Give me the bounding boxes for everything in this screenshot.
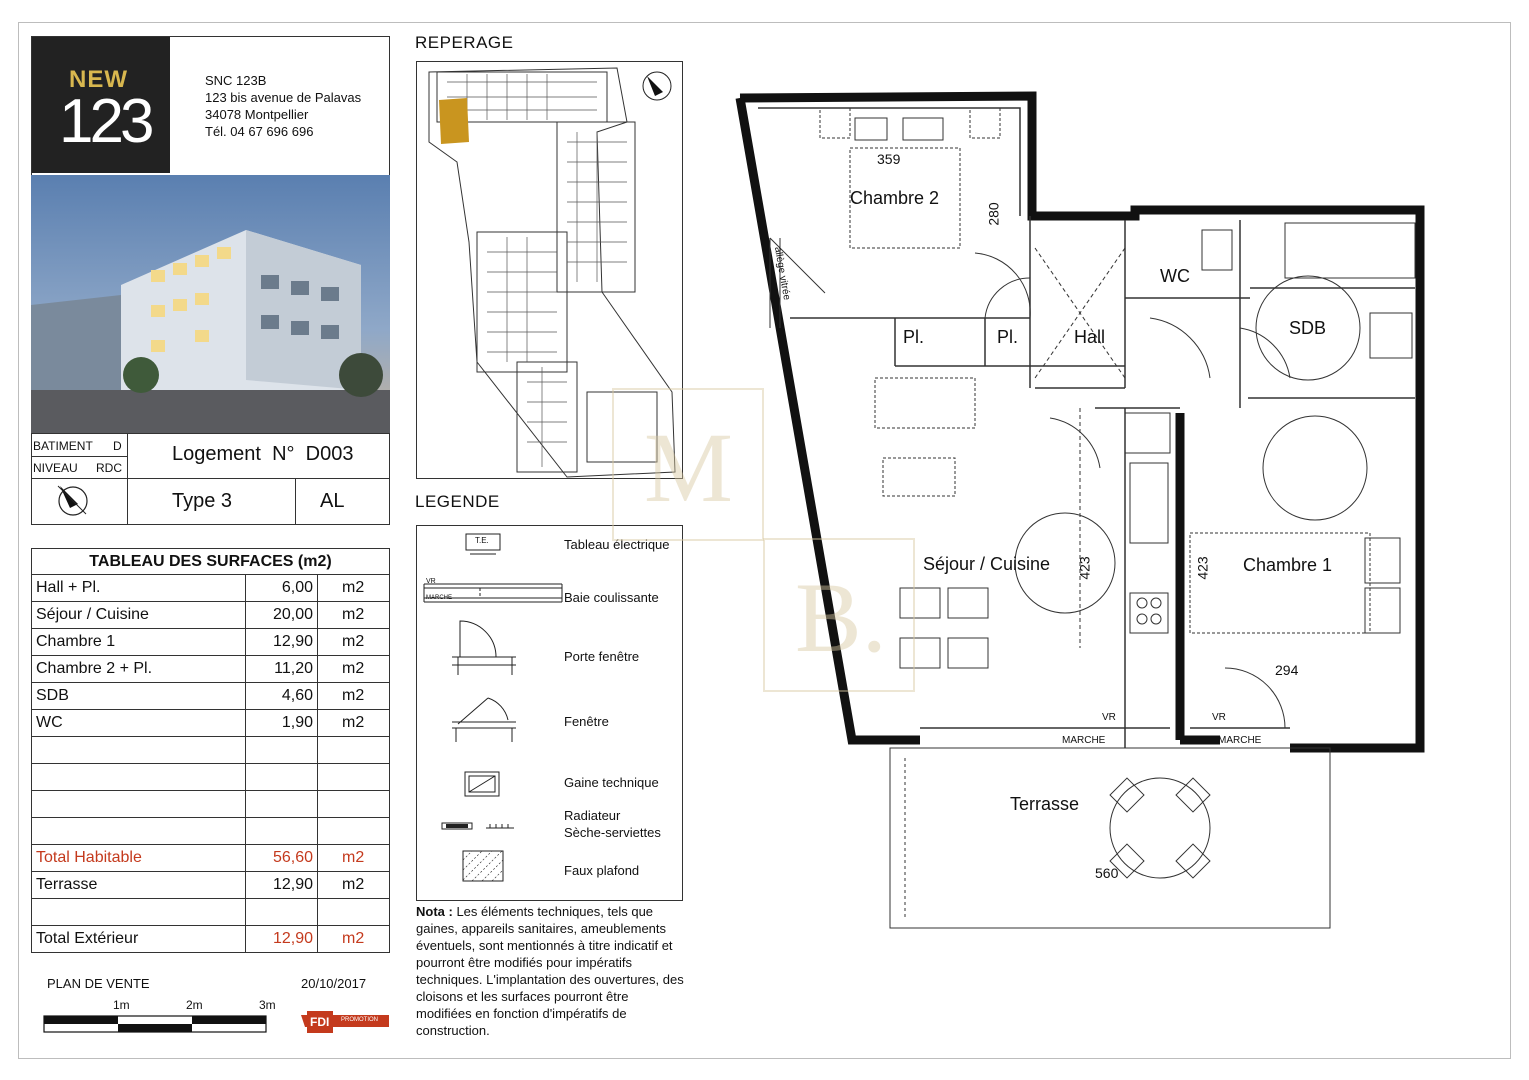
dim-280: 280	[985, 202, 1002, 226]
room-hall: Hall	[1074, 327, 1106, 347]
nota-body: Les éléments techniques, tels que gaines, appareils sanitaires, ameublements éventuels, sont mentionnés à titre indicatif et pourront être modifiés pour impératifs techniques. L'implantation des ouvertures, des cloisons et les surfaces pourront être modifiées en fonction d'impératifs de construction.	[416, 904, 684, 1038]
total-exterieur-value: 12,90	[246, 926, 318, 953]
terrasse-value: 12,90	[246, 872, 318, 899]
row-unit: m2	[318, 656, 390, 683]
scale-bar	[43, 1015, 268, 1040]
table-row	[32, 791, 390, 818]
watermark-m: M	[644, 412, 733, 523]
dim-423-sejour: 423	[1076, 556, 1093, 580]
building-rendering	[31, 175, 390, 433]
row-value: 1,90	[246, 710, 318, 737]
row-unit: m2	[318, 602, 390, 629]
scale-1m: 1m	[113, 998, 130, 1012]
total-exterieur-label: Total Extérieur	[32, 926, 246, 953]
row-value: 6,00	[246, 575, 318, 602]
table-row	[32, 602, 390, 629]
plan-de-vente: PLAN DE VENTE	[47, 976, 150, 991]
terrasse-label: Terrasse	[32, 872, 246, 899]
company-name: SNC 123B	[205, 73, 267, 88]
company-address1: 123 bis avenue de Palavas	[205, 90, 362, 105]
row-unit: m2	[318, 710, 390, 737]
scale-3m: 3m	[259, 998, 276, 1012]
north-arrow-icon	[52, 482, 94, 525]
company-info	[205, 72, 361, 140]
row-unit: m2	[318, 629, 390, 656]
row-unit: m2	[318, 575, 390, 602]
row-value: 4,60	[246, 683, 318, 710]
room-placard1: Pl.	[903, 327, 925, 347]
room-chambre1: Chambre 1	[1243, 555, 1333, 575]
logo-number: 123	[59, 87, 151, 156]
te-tag: T.E.	[475, 536, 489, 545]
nota-text	[416, 903, 686, 1039]
divider	[31, 478, 390, 479]
dim-294: 294	[1275, 662, 1299, 678]
watermark-box-m	[612, 388, 764, 541]
legende-title: LEGENDE	[415, 492, 500, 511]
room-placard2: Pl.	[997, 327, 1019, 347]
table-row	[32, 656, 390, 683]
niveau-value: RDC	[96, 461, 122, 475]
niveau-label: NIVEAU	[33, 461, 78, 475]
row-label: Séjour / Cuisine	[32, 602, 246, 629]
total-habitable-value: 56,60	[246, 845, 318, 872]
table-row	[32, 629, 390, 656]
marche-sejour: MARCHE	[1062, 735, 1106, 746]
allege-vitree: allège vitrée	[771, 245, 793, 302]
row-label: Chambre 1	[32, 629, 246, 656]
room-sejour: Séjour / Cuisine	[923, 554, 1051, 574]
table-row	[32, 872, 390, 899]
dim-560: 560	[1095, 865, 1119, 881]
batiment-value: D	[113, 439, 122, 453]
dim-423-chambre: 423	[1194, 556, 1211, 580]
french-door-icon	[448, 617, 518, 684]
false-ceiling-icon	[462, 850, 504, 887]
fdi-logo	[301, 1011, 391, 1033]
marche-chambre: MARCHE	[1218, 735, 1262, 746]
watermark-b: B.	[795, 562, 887, 673]
vr-sejour: VR	[1102, 712, 1116, 723]
table-row	[32, 575, 390, 602]
legend-radiateur: Radiateur	[564, 808, 621, 823]
table-row	[32, 845, 390, 872]
table-row	[32, 926, 390, 953]
table-row	[32, 683, 390, 710]
floor-plan	[730, 88, 1430, 943]
total-habitable-label: Total Habitable	[32, 845, 246, 872]
legend-tableau: Tableau électrique	[564, 537, 670, 552]
legend-faux: Faux plafond	[564, 863, 640, 878]
company-phone: Tél. 04 67 696 696	[205, 124, 314, 139]
row-label: SDB	[32, 683, 246, 710]
legend-porte: Porte fenêtre	[564, 649, 640, 664]
total-habitable-unit: m2	[318, 845, 390, 872]
legend-baie: Baie coulissante	[564, 590, 659, 605]
legend-marche: MARCHE	[426, 595, 453, 601]
nota-label: Nota :	[416, 904, 453, 919]
watermark-box-b	[763, 538, 915, 692]
sliding-door-icon	[420, 576, 565, 611]
legend-vr: VR	[426, 578, 436, 585]
batiment-label: BATIMENT	[33, 439, 93, 453]
table-row	[32, 899, 390, 926]
type-code: AL	[320, 490, 345, 512]
room-terrasse: Terrasse	[1010, 794, 1080, 814]
legend-gaine: Gaine technique	[564, 775, 659, 790]
row-value: 11,20	[246, 656, 318, 683]
table-row	[32, 737, 390, 764]
vr-chambre: VR	[1212, 712, 1226, 723]
dim-359: 359	[877, 151, 901, 167]
row-label: Chambre 2 + Pl.	[32, 656, 246, 683]
table-row	[32, 818, 390, 845]
row-value: 12,90	[246, 629, 318, 656]
room-chambre2: Chambre 2	[850, 188, 940, 208]
window-icon	[448, 692, 518, 749]
legend-fenetre: Fenêtre	[564, 714, 609, 729]
radiator-icon	[440, 818, 516, 839]
row-value: 20,00	[246, 602, 318, 629]
type-label: Type 3	[172, 490, 233, 512]
company-address2: 34078 Montpellier	[205, 107, 309, 122]
plan-date: 20/10/2017	[301, 976, 367, 991]
total-exterieur-unit: m2	[318, 926, 390, 953]
divider	[295, 478, 296, 525]
table-row	[32, 764, 390, 791]
surfaces-title: TABLEAU DES SURFACES (m2)	[32, 549, 390, 575]
reperage-title: REPERAGE	[415, 33, 514, 52]
scale-2m: 2m	[186, 998, 203, 1012]
divider	[127, 433, 128, 525]
electric-panel-icon	[462, 532, 502, 561]
fdi-sub: PROMOTION	[341, 1017, 378, 1023]
room-wc: WC	[1160, 266, 1190, 286]
row-label: WC	[32, 710, 246, 737]
legend-seche: Sèche-serviettes	[564, 825, 661, 840]
fdi-text: FDI	[310, 1015, 330, 1029]
room-sdb: SDB	[1289, 318, 1327, 338]
logement-number: Logement N° D003	[172, 443, 354, 465]
terrasse-unit: m2	[318, 872, 390, 899]
logo-new-text: NEW	[69, 66, 128, 93]
table-row	[32, 710, 390, 737]
divider	[31, 456, 127, 457]
row-unit: m2	[318, 683, 390, 710]
row-label: Hall + Pl.	[32, 575, 246, 602]
technical-shaft-icon	[463, 770, 501, 803]
surfaces-table	[31, 548, 390, 953]
